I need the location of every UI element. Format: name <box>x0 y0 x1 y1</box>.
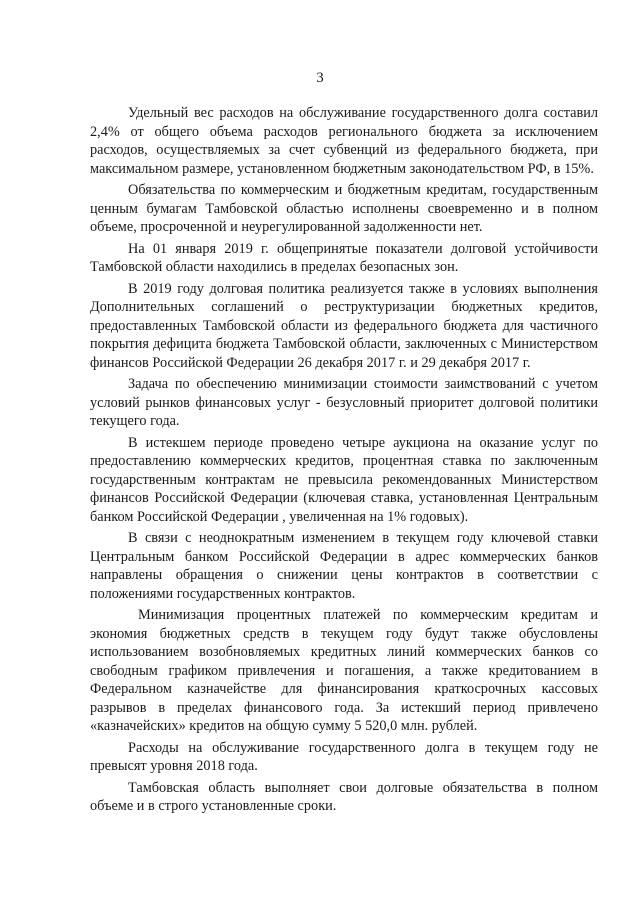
page-number: 3 <box>316 70 324 86</box>
paragraph-debt-sustainability: На 01 января 2019 г. общепринятые показатели долговой устойчивости Тамбовской области находились в пределах безопасных зон. <box>90 240 598 275</box>
paragraph-auctions: В истекшем периоде проведено четыре аукциона на оказание услуг по предоставлению коммерческих кредитов, процентная ставка по заключенным государственным контрактам не превысила рекомендованных Министерством финансов Российской Федерации (ключевая ставка, установленная Центральным банком Российской Федерации , увеличенная на 1% годовых). <box>90 434 598 525</box>
paragraph-restructuring-agreements: В 2019 году долговая политика реализуется также в условиях выполнения Дополнительных соглашений о реструктуризации бюджетных кредитов, предоставленных Тамбовской области из федерального бюджета для частичного покрытия дефицита бюджета Тамбовской области, заключенных с Министерством финансов Российской Федерации 26 декабря 2017 г. и 29 декабря 2017 г. <box>90 280 598 371</box>
document-body <box>90 104 598 819</box>
paragraph-key-rate-changes: В связи с неоднократным изменением в текущем году ключевой ставки Центральным банком Российской Федерации в адрес коммерческих банков направлены обращения о снижении цены контрактов в соответствии с положениями государственных контрактов. <box>90 530 598 602</box>
paragraph-obligations-fulfilled: Обязательства по коммерческим и бюджетным кредитам, государственным ценным бумагам Тамбовской областью исполнены своевременно и в полном объеме, просроченной и неурегулированной задолженности нет. <box>90 182 598 235</box>
paragraph-interest-minimization: Минимизация процентных платежей по коммерческим кредитам и экономия бюджетных средств в текущем году будут также обусловлены использованием возобновляемых кредитных линий коммерческих банков со свободным графиком привлечения и погашения, а также кредитованием в Федеральном казначействе для финансирования краткосрочных кассовых разрывов в пределах финансового года. За истекший период привлечено «казначейских» кредитов на общую сумму 5 520,0 млн. рублей. <box>90 607 598 734</box>
paragraph-debt-service-share: Удельный вес расходов на обслуживание государственного долга составил 2,4% от общего объема расходов регионального бюджета за исключением расходов, осуществляемых за счет субвенций из федерального бюджета, при максимальном размере, установленном бюджетным законодательством РФ, в 15%. <box>90 105 598 177</box>
paragraph-obligations-statement: Тамбовская область выполняет свои долговые обязательства в полном объеме и в строго установленные сроки. <box>90 779 598 814</box>
paragraph-cost-minimization: Задача по обеспечению минимизации стоимости заимствований с учетом условий рынков финансовых услуг - безусловный приоритет долговой политики текущего года. <box>90 376 598 429</box>
paragraph-debt-service-forecast: Расходы на обслуживание государственного долга в текущем году не превысят уровня 2018 года. <box>90 739 598 774</box>
